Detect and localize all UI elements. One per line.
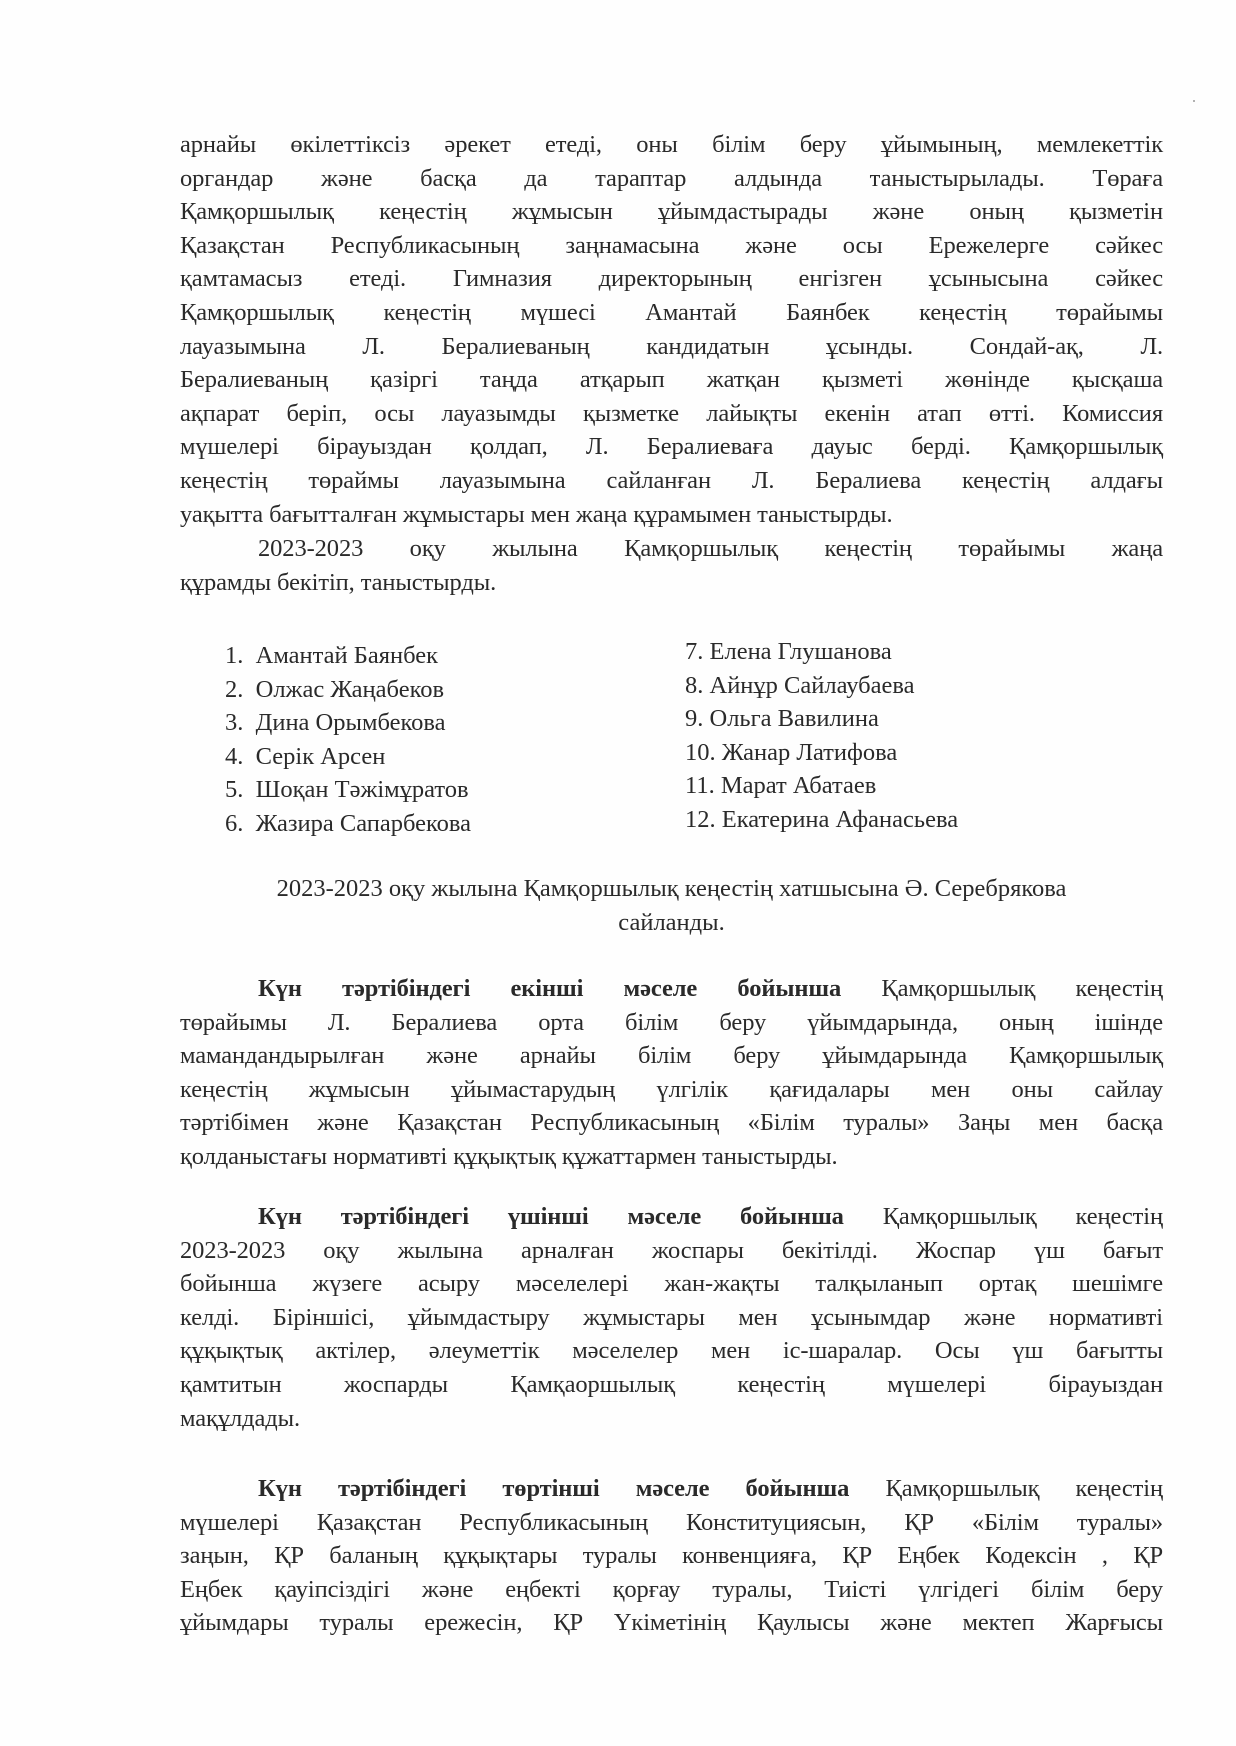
paragraph-chair-election: [180, 128, 1163, 531]
member-item: [225, 807, 471, 841]
member-item: [685, 736, 958, 770]
text-line: мамандандырылған және арнайы білім беру ұйымдарында Қамқоршылық: [180, 1042, 1163, 1070]
member-name: Амантай Баянбек: [255, 642, 438, 669]
scan-speck: [1193, 100, 1195, 102]
text-line: мүшелері Қазақстан Республикасының Конституциясын, ҚР «Білім туралы»: [180, 1508, 1163, 1536]
members-list-left: [225, 639, 471, 841]
text-fragment: Қамқоршылық кеңестің: [841, 975, 1163, 1002]
member-item: [685, 669, 958, 703]
text-line: мақұлдады.: [180, 1404, 300, 1432]
text-line: заңын, ҚР баланың құқықтары туралы конвенцияға, ҚР Еңбек Кодексін , ҚР: [180, 1542, 1163, 1570]
member-number: 2.: [225, 675, 244, 703]
secretary-line: 2023-2023 оқу жылына Қамқоршылық кеңестің хатшысына Ә. Серебрякова: [276, 875, 1067, 902]
text-line: лауазымына Л. Бералиеваның кандидатын ұсынды. Сондай-ақ, Л.: [180, 332, 1163, 360]
text-line: қолданыстағы нормативті құқықтық құжаттармен таныстырды.: [180, 1142, 838, 1170]
member-name: Екатерина Афанасьева: [721, 805, 959, 833]
member-name: Ольга Вавилина: [709, 705, 879, 733]
text-line: Бералиеваның қазіргі таңда атқарып жатқан қызметі жөнінде қысқаша: [180, 366, 1163, 394]
text-line: келді. Біріншісі, ұйымдастыру жұмыстары мен ұсынымдар және нормативті: [180, 1303, 1163, 1331]
member-name: Айнұр Сайлаубаева: [709, 671, 915, 699]
member-number: 8.: [685, 671, 704, 699]
text-fragment: Қамқоршылық кеңестің: [843, 1203, 1163, 1230]
member-item: [225, 740, 471, 774]
member-name: Елена Глушанова: [709, 638, 892, 665]
secretary-line: сайланды.: [618, 909, 725, 936]
member-item: [225, 773, 471, 807]
text-line: [180, 1200, 1163, 1234]
member-name: Жанар Латифова: [721, 738, 898, 766]
secretary-election: [180, 872, 1163, 940]
agenda-item-heading: Күн тәртібіндегі төртінші мәселе бойынша: [258, 1475, 850, 1502]
member-number: 4.: [225, 742, 244, 770]
text-fragment: Қамқоршылық кеңестің: [849, 1475, 1163, 1502]
text-line: тәртібімен және Қазақстан Республикасының «Білім туралы» Заңы мен басқа: [180, 1109, 1163, 1137]
text-line: мүшелері бірауыздан қолдап, Л. Бералиеваға дауыс берді. Қамқоршылық: [180, 433, 1163, 461]
text-line: құрамды бекітіп, таныстырды.: [180, 568, 497, 596]
agenda-item-heading: Күн тәртібіндегі үшінші мәселе бойынша: [258, 1203, 844, 1230]
text-line: кеңестің төраймы лауазымына сайланған Л. Бералиева кеңестің алдағы: [180, 466, 1163, 494]
text-line: арнайы өкілеттіксіз әрекет етеді, оны білім беру ұйымының, мемлекеттік: [180, 131, 1163, 158]
text-line: төрайымы Л. Бералиева орта білім беру үйымдарында, оның ішінде: [180, 1008, 1163, 1036]
text-line: 2023-2023 оқу жылына арналған жоспары бекітілді. Жоспар үш бағыт: [180, 1236, 1163, 1264]
member-name: Дина Орымбекова: [255, 709, 446, 737]
text-line: Қамқоршылық кеңестің мүшесі Амантай Баянбек кеңестің төрайымы: [180, 298, 1163, 326]
text-line: бойынша жүзеге асыру мәселелері жан-жақты талқыланып ортақ шешімге: [180, 1270, 1163, 1298]
text-line: органдар және басқа да тараптар алдында таныстырылады. Төраға: [180, 164, 1163, 192]
agenda-item-heading: Күн тәртібіндегі екінші мәселе бойынша: [258, 975, 842, 1002]
member-name: Шоқан Тәжімұратов: [255, 776, 469, 804]
member-number: 6.: [225, 809, 244, 837]
member-name: Марат Абатаев: [720, 772, 877, 800]
text-line: ақпарат беріп, осы лауазымды қызметке лайықты екенін атап өтті. Комиссия: [180, 399, 1163, 427]
text-line: [180, 972, 1163, 1006]
member-number: 12.: [685, 805, 716, 833]
member-item: [225, 673, 471, 707]
member-item: [685, 803, 958, 837]
member-number: 1.: [225, 642, 244, 669]
member-item: [685, 769, 958, 803]
text-line: Қазақстан Республикасының заңнамасына және осы Ережелерге сәйкес: [180, 231, 1163, 259]
agenda-item-4: [180, 1472, 1163, 1640]
text-line: [180, 1472, 1163, 1506]
text-line: құқықтық актілер, әлеуметтік мәселелер мен іс-шаралар. Осы үш бағытты: [180, 1337, 1163, 1365]
member-number: 5.: [225, 776, 244, 804]
member-name: Олжас Жаңабеков: [255, 675, 445, 703]
text-line: қамтамасыз етеді. Гимназия директорының енгізген ұсынысына сәйкес: [180, 265, 1163, 293]
member-number: 10.: [685, 738, 716, 766]
agenda-item-3: [180, 1200, 1163, 1435]
member-item: [685, 635, 958, 669]
members-list-right: [685, 635, 958, 837]
paragraph-new-composition: [180, 532, 1163, 599]
member-number: 9.: [685, 705, 704, 733]
member-item: [685, 702, 958, 736]
member-item: [225, 706, 471, 740]
text-line: Қамқоршылық кеңестің жұмысын ұйымдастырады және оның қызметін: [180, 198, 1163, 226]
text-line: Еңбек қауіпсіздігі және еңбекті қорғау туралы, Тиісті үлгідегі білім беру: [180, 1575, 1163, 1603]
agenda-item-2: [180, 972, 1163, 1174]
member-name: Серік Арсен: [255, 742, 386, 770]
member-name: Жазира Сапарбекова: [255, 809, 472, 837]
member-number: 7.: [685, 638, 704, 665]
member-number: 3.: [225, 709, 244, 737]
text-line: кеңестің жұмысын ұйымастарудың үлгілік қағидалары мен оны сайлау: [180, 1075, 1163, 1103]
member-item: [225, 639, 471, 673]
text-line: уақытта бағытталған жұмыстары мен жаңа құрамымен таныстырды.: [180, 500, 893, 528]
text-line: 2023-2023 оқу жылына Қамқоршылық кеңестің төрайымы жаңа: [258, 535, 1163, 562]
text-line: ұйымдары туралы ережесін, ҚР Үкіметінің Қаулысы және мектеп Жарғысы: [180, 1609, 1163, 1637]
text-line: қамтитын жоспарды Қамқаоршылық кеңестің мүшелері бірауыздан: [180, 1370, 1163, 1398]
member-number: 11.: [685, 772, 715, 800]
